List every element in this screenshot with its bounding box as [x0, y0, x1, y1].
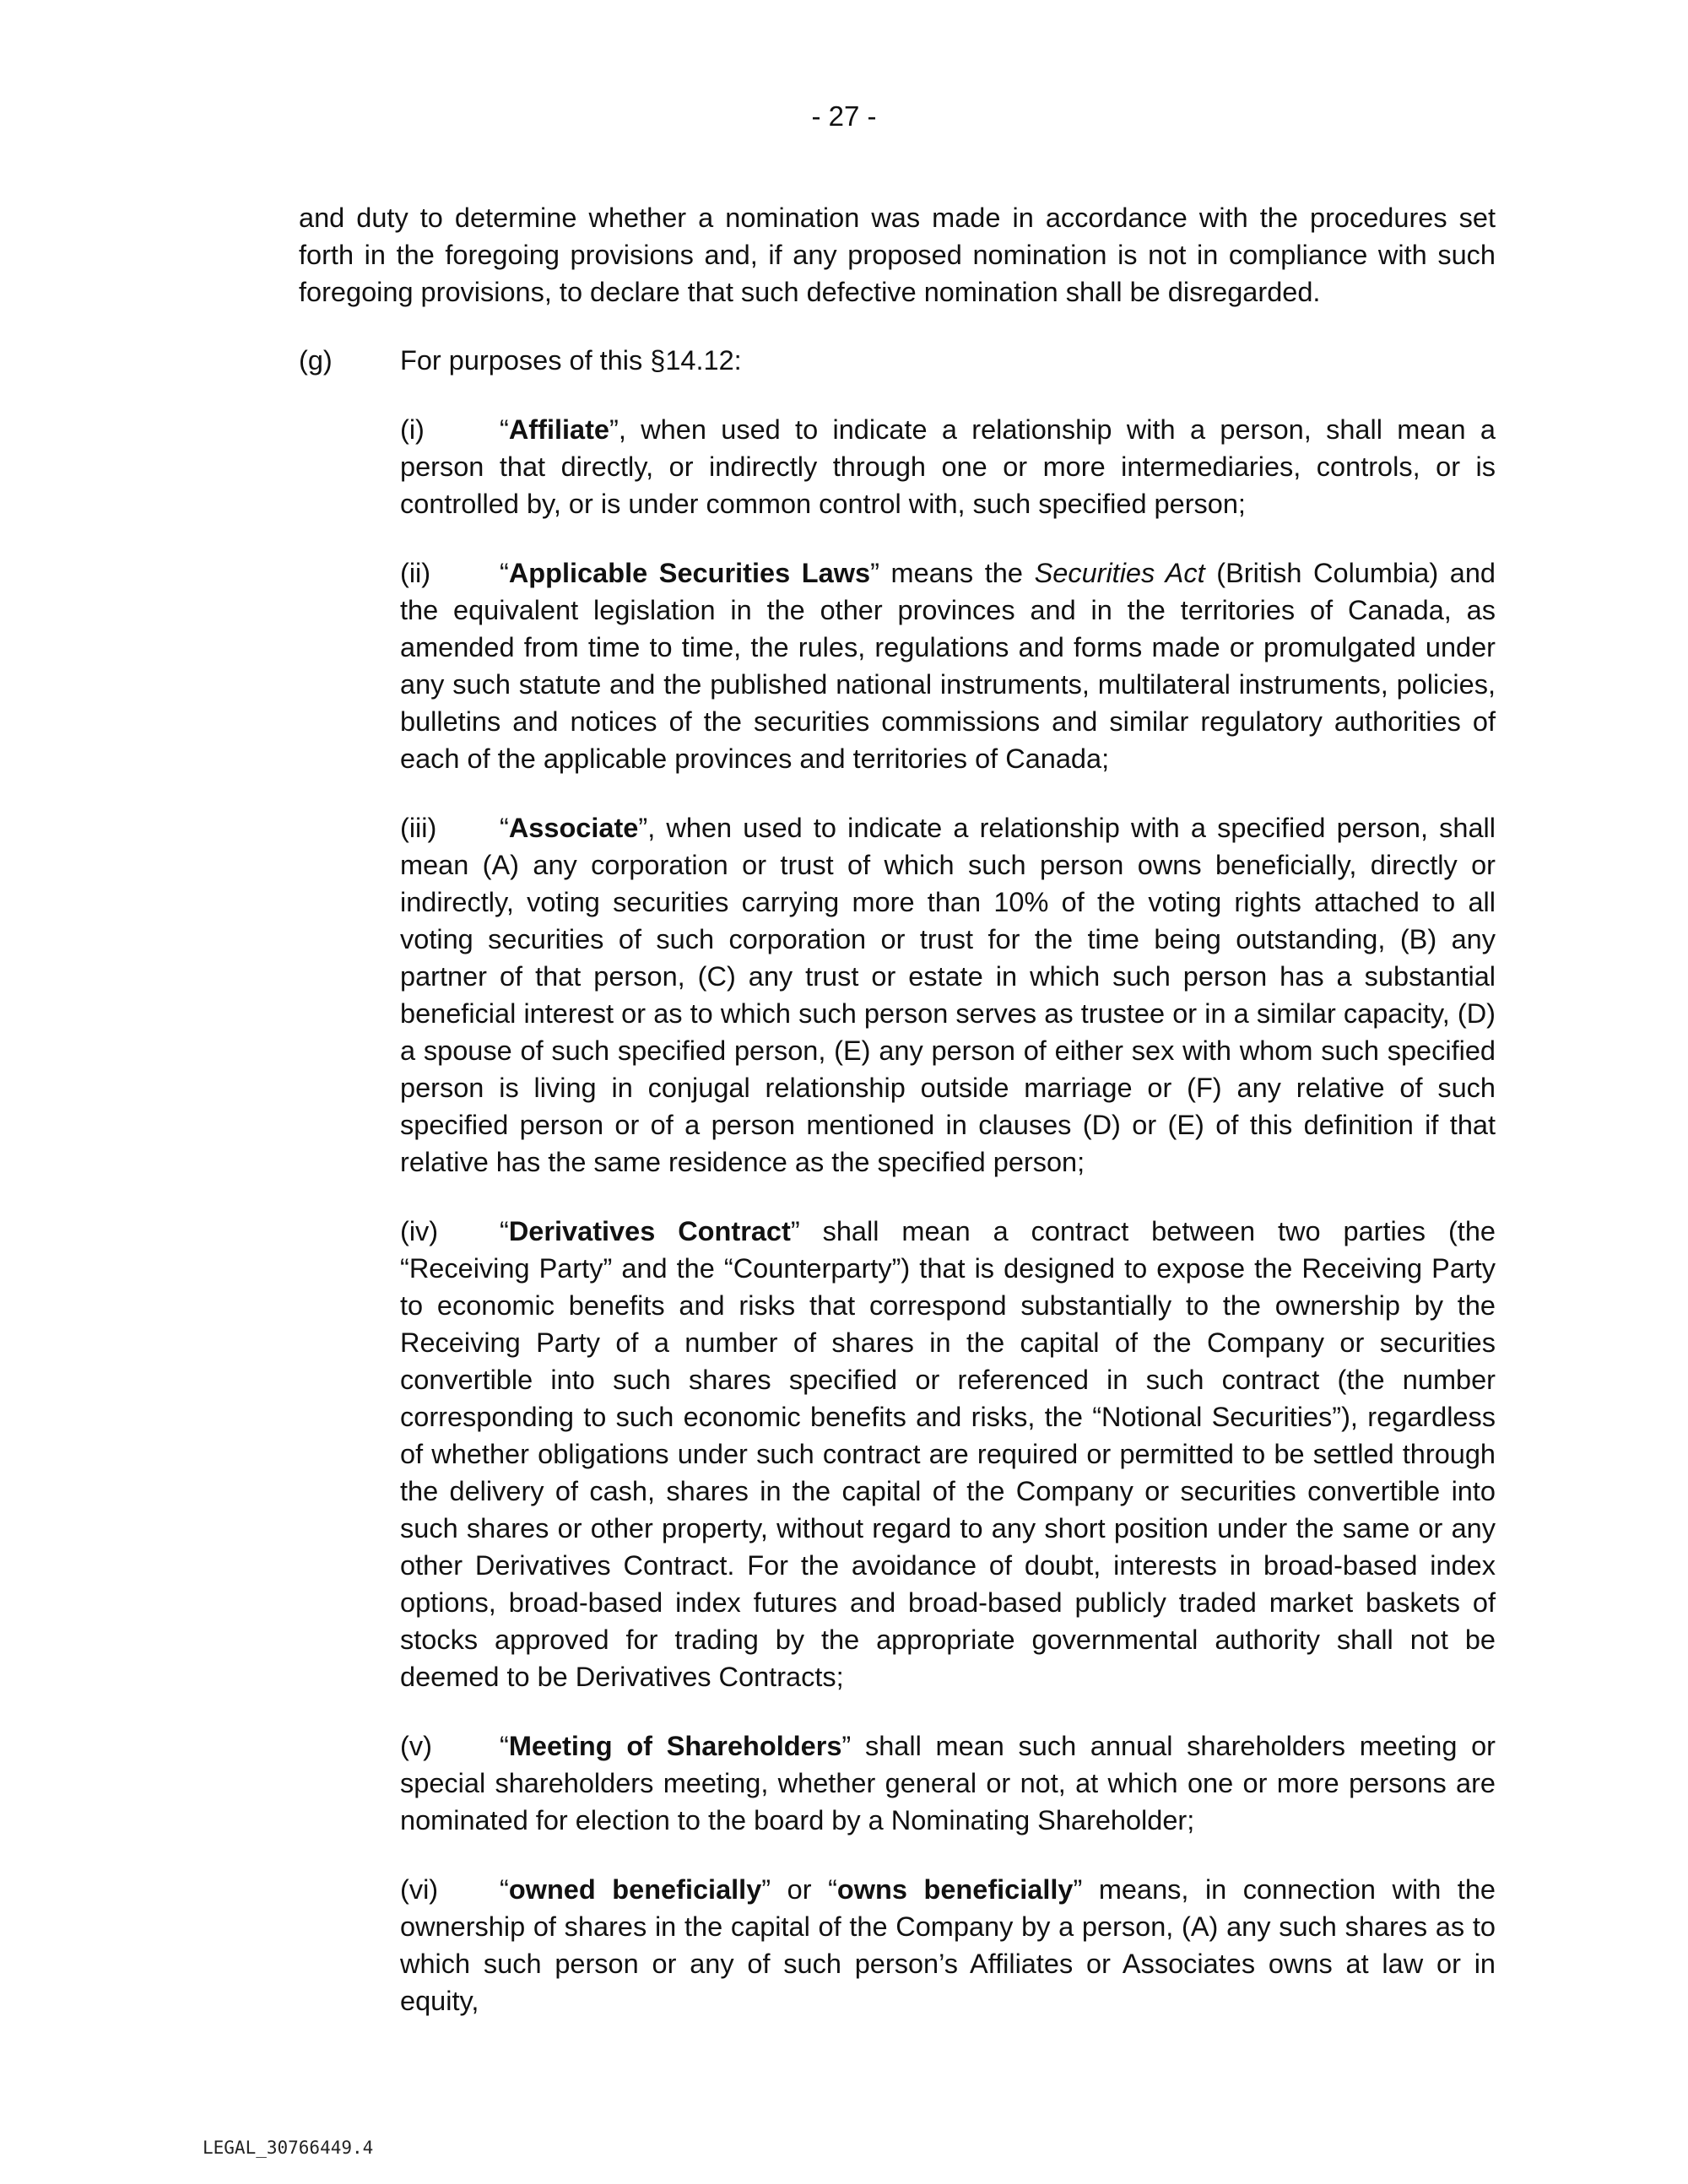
statute-name: Securities Act — [1034, 558, 1205, 588]
defined-term: Derivatives Contract — [508, 1216, 791, 1246]
definition-number: (iv) — [400, 1216, 439, 1246]
defined-term: Associate — [508, 813, 639, 843]
open-quote: “ — [500, 558, 509, 588]
definition-number: (v) — [400, 1731, 432, 1761]
definition-text-lead: ” means the — [870, 558, 1035, 588]
definition-number: (ii) — [400, 558, 431, 588]
definition-number: (vi) — [400, 1874, 439, 1905]
page-number: - 27 - — [811, 100, 877, 132]
definition-derivatives-contract — [400, 1213, 1496, 1695]
section-g-heading — [299, 342, 1496, 379]
open-quote: “ — [500, 1731, 509, 1761]
definition-meeting-of-shareholders — [400, 1727, 1496, 1839]
defined-term: Meeting of Shareholders — [508, 1731, 842, 1761]
document-body — [299, 199, 1496, 2047]
open-quote: “ — [500, 1216, 509, 1246]
document-footer-id: LEGAL_30766449.4 — [203, 2138, 374, 2158]
definitions-list — [400, 411, 1496, 2019]
definition-text: ”, when used to indicate a relationship with a person, shall mean a person that directly, or indirectly through one or more intermediaries, controls, or is controlled by, or is under common control with, such specified person; — [400, 414, 1496, 519]
section-g-label: (g) — [299, 345, 333, 376]
open-quote: “ — [500, 414, 509, 445]
definition-associate — [400, 809, 1496, 1181]
definition-affiliate — [400, 411, 1496, 522]
definition-number: (iii) — [400, 813, 437, 843]
open-quote: “ — [500, 813, 509, 843]
defined-term: Affiliate — [508, 414, 610, 445]
definition-text: ” means, in connection with the ownership of shares in the capital of the Company by a person, (A) any such shares as to which such person or any of such person’s Affiliates or Associates owns at law or in equity, — [400, 1874, 1496, 2016]
definition-text: (British Columbia) and the equivalent legislation in the other provinces and in the territories of Canada, as amended from time to time, the rules, regulations and forms made or promulgated under any such statute and the published national instruments, multilateral instruments, policies, bulletins and notices of the securities commissions and similar regulatory authorities of each of the applicable provinces and territories of Canada; — [400, 558, 1496, 774]
section-g-text: For purposes of this §14.12: — [400, 345, 742, 376]
definition-text: ”, when used to indicate a relationship with a specified person, shall mean (A) any corporation or trust of which such person owns beneficially, directly or indirectly, voting securities carrying more than 10% of the voting rights attached to all voting securities of such corporation or trust for the time being outstanding, (B) any partner of that person, (C) any trust or estate in which such person has a substantial beneficial interest or as to which such person serves as trustee or in a similar capacity, (D) a spouse of such specified person, (E) any person of either sex with whom such specified person is living in conjugal relationship outside marriage or (F) any relative of such specified person or of a person mentioned in clauses (D) or (E) of this definition if that relative has the same residence as the specified person; — [400, 813, 1496, 1177]
definition-text: ” shall mean such annual shareholders meeting or special shareholders meeting, whether general or not, at which one or more persons are nominated for election to the board by a Nominating Shareholder; — [400, 1731, 1496, 1835]
definition-owned-beneficially — [400, 1871, 1496, 2019]
defined-term: Applicable Securities Laws — [508, 558, 871, 588]
definition-number: (i) — [400, 414, 425, 445]
definition-text: ” shall mean a contract between two parties (the “Receiving Party” and the “Counterparty”) that is designed to expose the Receiving Party to economic benefits and risks that correspond substantially to the ownership by the Receiving Party of a number of shares in the capital of the Company or securities convertible into such shares specified or referenced in such contract (the number corresponding to such economic benefits and risks, the “Notional Securities”), regardless of whether obligations under such contract are required or permitted to be settled through the delivery of cash, shares in the capital of the Company or securities convertible into such shares or other property, without regard to any short position under the same or any other Derivatives Contract. For the avoidance of doubt, interests in broad-based index options, broad-based index futures and broad-based publicly traded market baskets of stocks approved for trading by the appropriate governmental authority shall not be deemed to be Derivatives Contracts; — [400, 1216, 1496, 1692]
defined-term: owned beneficially — [508, 1874, 762, 1905]
term-connector: ” or “ — [761, 1874, 837, 1905]
defined-term-alt: owns beneficially — [836, 1874, 1074, 1905]
definition-applicable-securities-laws — [400, 554, 1496, 777]
intro-paragraph: and duty to determine whether a nomination was made in accordance with the procedures set forth in the foregoing provisions and, if any proposed nomination is not in compliance with such foregoing provisions, to declare that such defective nomination shall be disregarded. — [299, 203, 1496, 307]
open-quote: “ — [500, 1874, 509, 1905]
